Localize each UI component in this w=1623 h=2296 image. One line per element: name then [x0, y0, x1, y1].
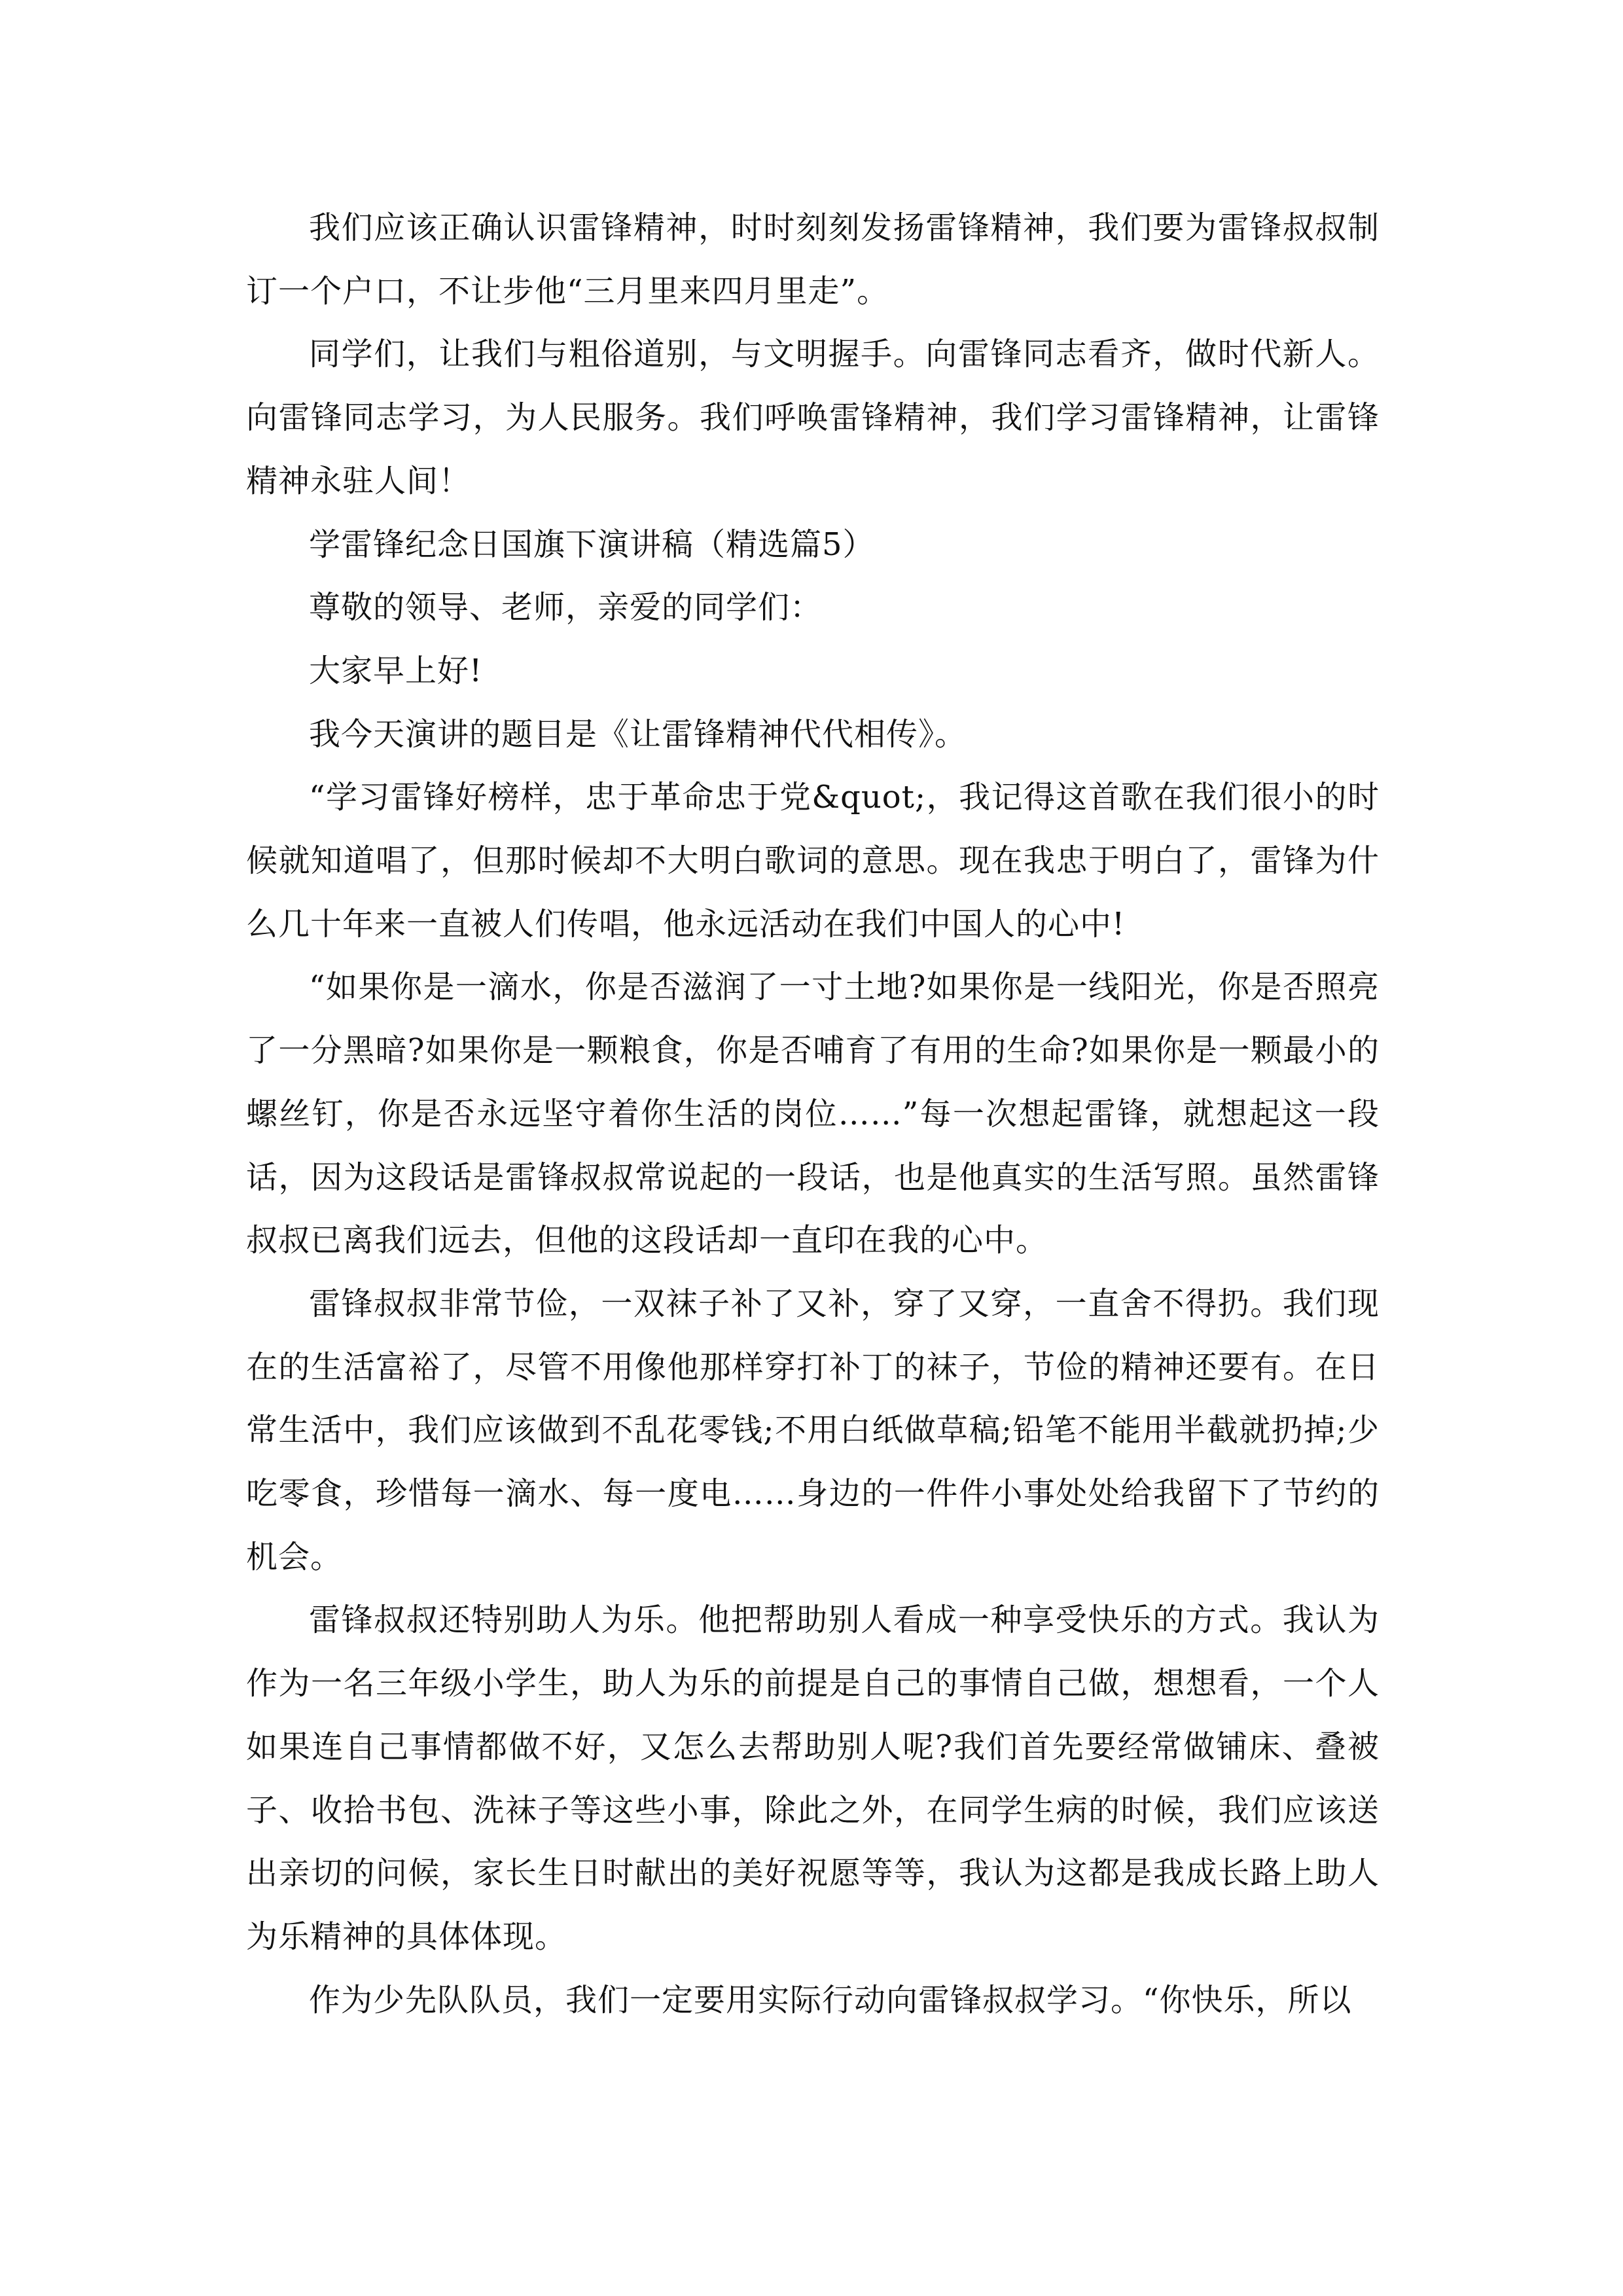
paragraph-closing: 作为少先队队员，我们一定要用实际行动向雷锋叔叔学习。“你快乐，所以 — [309, 1981, 1352, 2018]
speech-topic: 我今天演讲的题目是《让雷锋精神代代相传》。 — [309, 715, 967, 753]
salutation: 尊敬的领导、老师，亲爱的同学们： — [309, 589, 823, 626]
paragraph-2: 同学们，让我们与粗俗道别，与文明握手。向雷锋同志看齐，做时代新人。向雷锋同志学习，为人民服务。我们呼唤雷锋精神，我们学习雷锋精神，让雷锋精神永驻人间！ — [246, 336, 1380, 499]
paragraph-helping: 雷锋叔叔还特别助人为乐。他把帮助别人看成一种享受快乐的方式。我认为作为一名三年级小学生，助人为乐的前提是自己的事情自己做，想想看，一个人如果连自己事情都做不好，又怎么去帮助别人呢?我们首先要经常做铺床、叠被子、收拾书包、洗袜子等这些小事，除此之外，在同学生病的时候，我们应该送出亲切的问候，家长生日时献出的美好祝愿等等，我认为这都是我成长路上助人为乐精神的具体体现。 — [246, 1602, 1380, 1955]
paragraph-thrift: 雷锋叔叔非常节俭，一双袜子补了又补，穿了又穿，一直舍不得扔。我们现在的生活富裕了，尽管不用像他那样穿打补丁的袜子，节俭的精神还要有。在日常生活中，我们应该做到不乱花零钱;不用白纸做草稿;铅笔不能用半截就扔掉;少吃零食，珍惜每一滴水、每一度电……身边的一件件小事处处给我留下了节约的机会。 — [246, 1285, 1380, 1575]
greeting: 大家早上好! — [309, 652, 483, 689]
document-body — [246, 196, 1380, 2032]
paragraph-quote: “如果你是一滴水，你是否滋润了一寸土地?如果你是一线阳光，你是否照亮了一分黑暗?如果你是一颗粮食，你是否哺育了有用的生命?如果你是一颗最小的螺丝钉，你是否永远坚守着你生活的岗位……”每一次想起雷锋，就想起这一段话，因为这段话是雷锋叔叔常说起的一段话，也是他真实的生活写照。虽然雷锋叔叔已离我们远去，但他的这段话却一直印在我的心中。 — [246, 969, 1380, 1259]
paragraph-song: “学习雷锋好榜样，忠于革命忠于党&quot;，我记得这首歌在我们很小的时候就知道唱了，但那时候却不大明白歌词的意思。现在我忠于明白了，雷锋为什么几十年来一直被人们传唱，他永远活动在我们中国人的心中! — [246, 779, 1380, 942]
paragraph-1: 我们应该正确认识雷锋精神，时时刻刻发扬雷锋精神，我们要为雷锋叔叔制订一个户口，不让步他“三月里来四月里走”。 — [246, 209, 1380, 310]
section-title: 学雷锋纪念日国旗下演讲稿（精选篇5） — [309, 526, 875, 563]
